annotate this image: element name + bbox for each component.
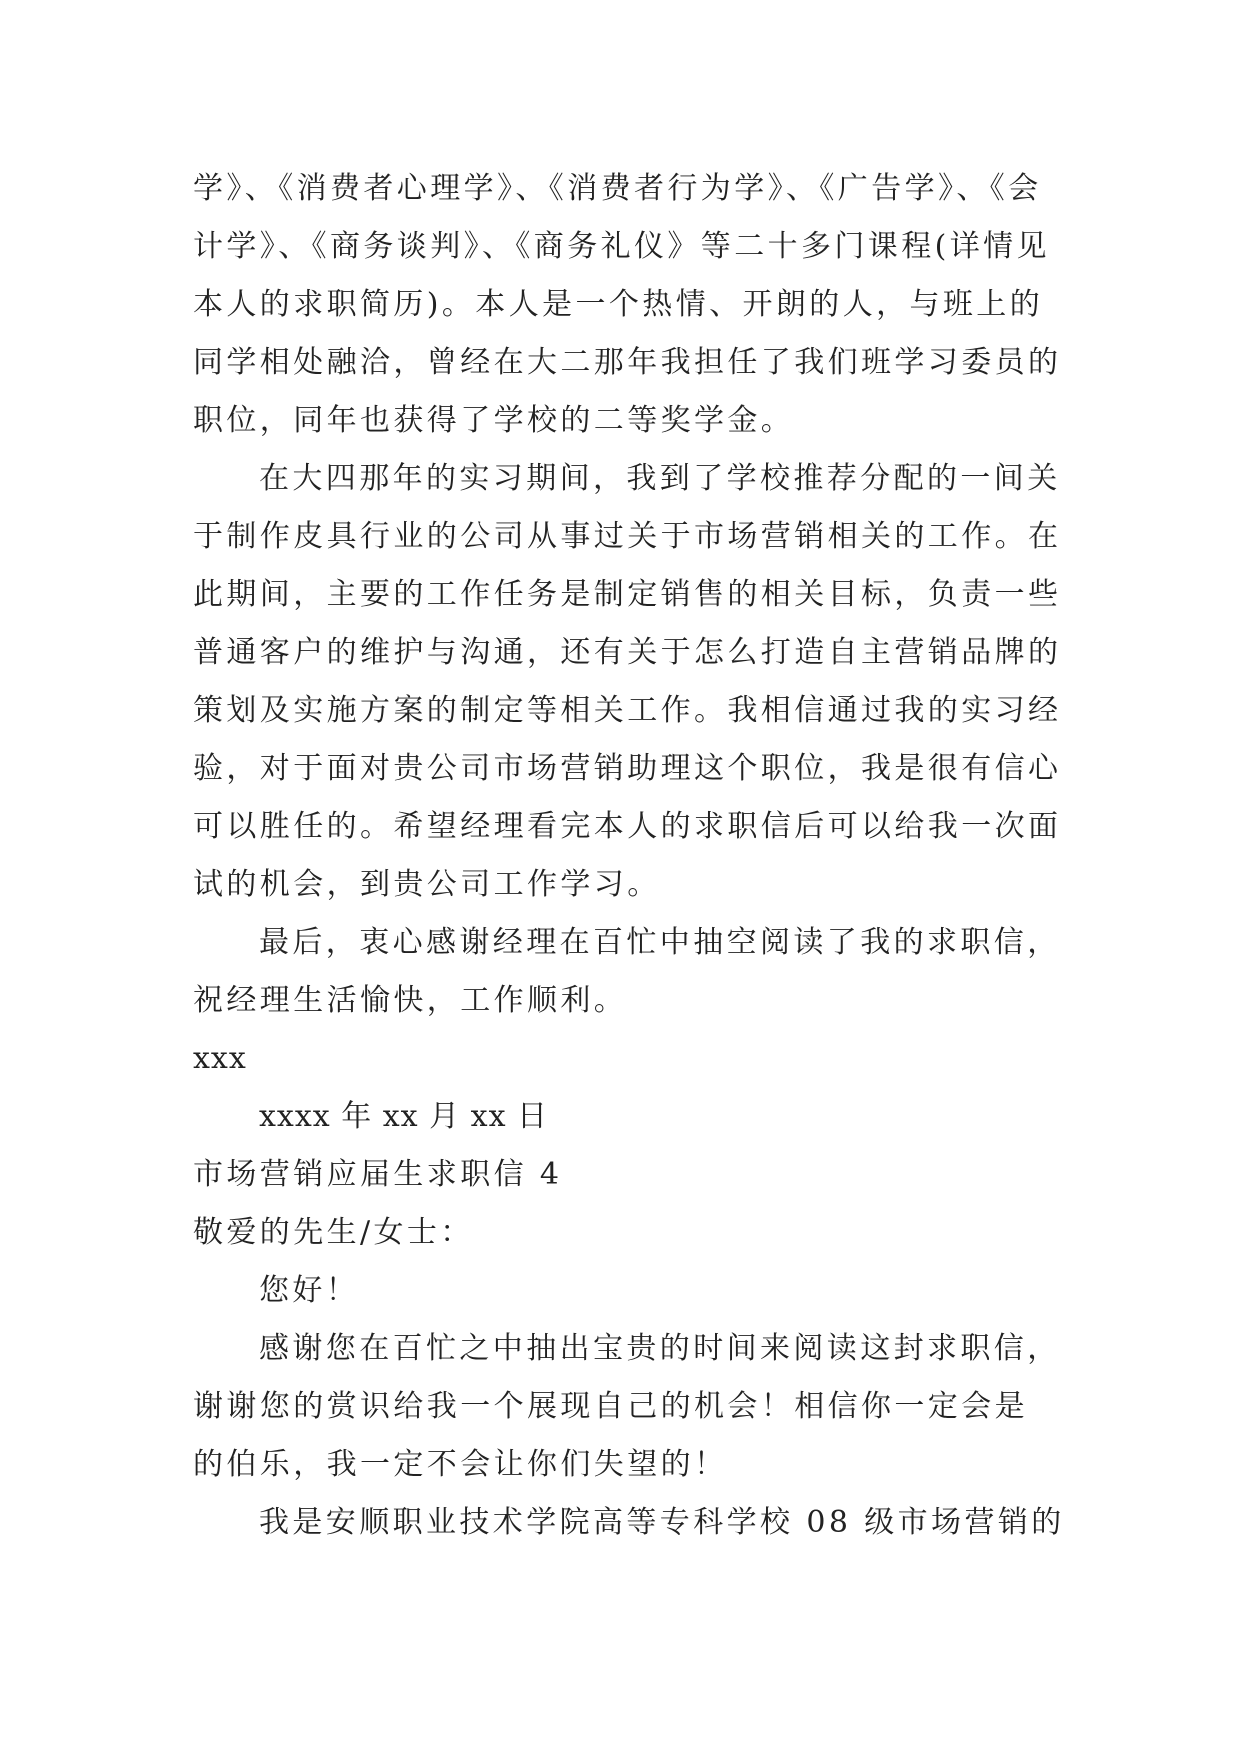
paragraph-line: 感谢您在百忙之中抽出宝贵的时间来阅读这封求职信，: [259, 1331, 1061, 1366]
paragraph-line: 职位，同年也获得了学校的二等奖学金。: [193, 403, 795, 438]
signature-name: xxx: [193, 1041, 247, 1076]
paragraph-line: 最后，衷心感谢经理在百忙中抽空阅读了我的求职信，: [259, 925, 1061, 960]
paragraph-line: 我是安顺职业技术学院高等专科学校 08 级市场营销的: [259, 1505, 1065, 1540]
paragraph-line: 计学》、《商务谈判》、《商务礼仪》等二十多门课程(详情见: [193, 229, 1050, 264]
greeting: 您好！: [259, 1273, 360, 1308]
paragraph-line: 谢谢您的赏识给我一个展现自己的机会！相信你一定会是: [193, 1389, 1028, 1424]
paragraph-line: 可以胜任的。希望经理看完本人的求职信后可以给我一次面: [193, 809, 1062, 844]
section-title: 市场营销应届生求职信 4: [193, 1157, 563, 1192]
letter-body: [193, 160, 1065, 1552]
paragraph-line: 于制作皮具行业的公司从事过关于市场营销相关的工作。在: [193, 519, 1062, 554]
paragraph-line: 试的机会，到贵公司工作学习。: [193, 867, 661, 902]
paragraph-line: 学》、《消费者心理学》、《消费者行为学》、《广告学》、《会: [193, 171, 1042, 206]
paragraph-line: 本人的求职简历)。本人是一个热情、开朗的人，与班上的: [193, 287, 1044, 322]
paragraph-line: 普通客户的维护与沟通，还有关于怎么打造自主营销品牌的: [193, 635, 1062, 670]
paragraph-line: 策划及实施方案的制定等相关工作。我相信通过我的实习经: [193, 693, 1062, 728]
paragraph-line: 此期间，主要的工作任务是制定销售的相关目标，负责一些: [193, 577, 1062, 612]
paragraph-line: 祝经理生活愉快，工作顺利。: [193, 983, 628, 1018]
signature-date: xxxx 年 xx 月 xx 日: [259, 1099, 549, 1134]
paragraph-line: 的伯乐，我一定不会让你们失望的！: [193, 1447, 728, 1482]
paragraph-line: 验，对于面对贵公司市场营销助理这个职位，我是很有信心: [193, 751, 1062, 786]
paragraph-line: 同学相处融洽，曾经在大二那年我担任了我们班学习委员的: [193, 345, 1062, 380]
salutation: 敬爱的先生/女士：: [193, 1215, 474, 1250]
paragraph-line: 在大四那年的实习期间，我到了学校推荐分配的一间关: [259, 461, 1061, 496]
